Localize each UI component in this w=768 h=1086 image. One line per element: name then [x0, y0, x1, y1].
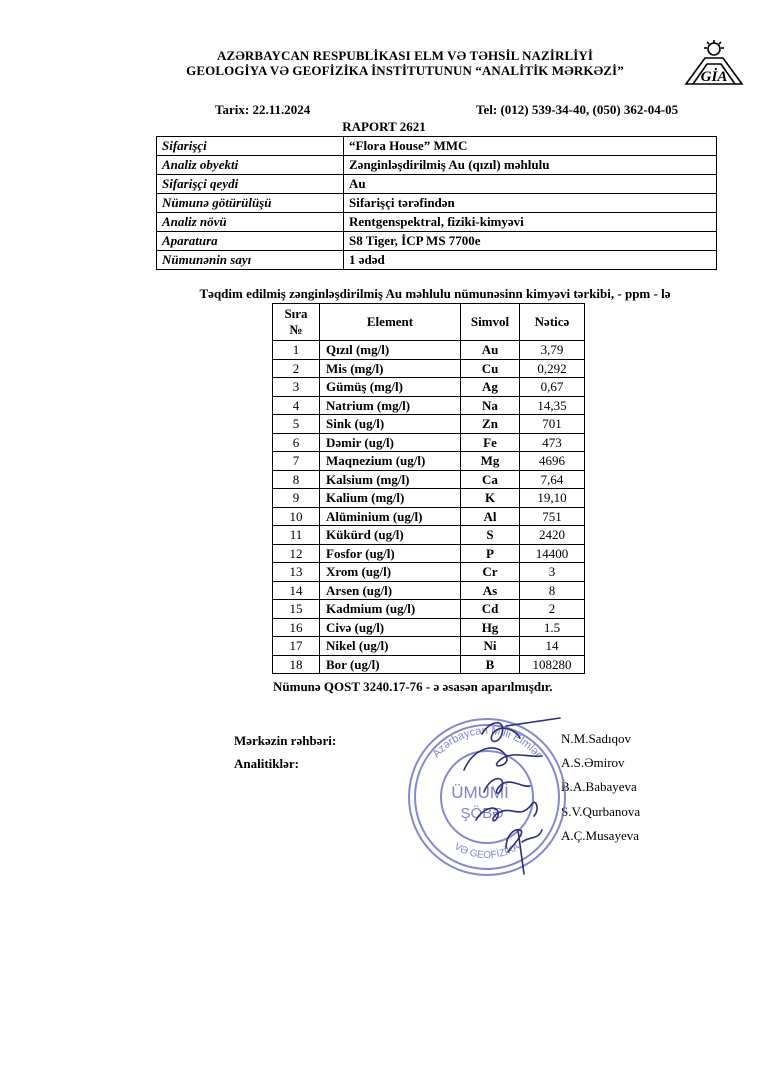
result-row	[273, 637, 585, 656]
element-symbol: Na	[461, 396, 520, 415]
result-value: 8	[520, 581, 585, 600]
element-symbol: K	[461, 489, 520, 508]
element-symbol: As	[461, 581, 520, 600]
result-row	[273, 359, 585, 378]
info-row	[157, 194, 717, 213]
row-number: 8	[273, 470, 320, 489]
element-symbol: Mg	[461, 452, 520, 471]
result-value: 14	[520, 637, 585, 656]
element-symbol: Au	[461, 341, 520, 360]
row-number: 7	[273, 452, 320, 471]
info-value: “Flora House” MMC	[344, 137, 717, 156]
result-row	[273, 655, 585, 674]
institute-title: GEOLOGİYA VƏ GEOFİZİKA İNSTİTUTUNUN “ANALİTİK MƏRKƏZİ”	[186, 63, 624, 78]
info-row	[157, 251, 717, 270]
result-row	[273, 563, 585, 582]
info-row	[157, 175, 717, 194]
svg-text:Azərbaycan Milli Elmlər: Azərbaycan Milli Elmlər	[430, 724, 544, 761]
element-name: Xrom (ug/l)	[320, 563, 461, 582]
info-value: S8 Tiger, İCP MS 7700e	[344, 232, 717, 251]
element-symbol: Hg	[461, 618, 520, 637]
result-row	[273, 341, 585, 360]
official-stamp-icon	[402, 712, 572, 882]
element-name: Civə (ug/l)	[320, 618, 461, 637]
row-number: 10	[273, 507, 320, 526]
result-value: 7,64	[520, 470, 585, 489]
row-number: 17	[273, 637, 320, 656]
info-key: Sifarişçi	[157, 137, 344, 156]
result-value: 701	[520, 415, 585, 434]
row-number: 6	[273, 433, 320, 452]
result-value: 108280	[520, 655, 585, 674]
results-intro: Təqdim edilmiş zənginləşdirilmiş Au məhlulu nümunəsinn kimyəvi tərkibi, - ppm - lə	[199, 286, 671, 301]
result-value: 1.5	[520, 618, 585, 637]
info-row	[157, 137, 717, 156]
method-note: Nümunə QOST 3240.17-76 - ə əsasən aparılmışdır.	[273, 679, 553, 694]
element-symbol: Ni	[461, 637, 520, 656]
info-value: Sifarişçi tərəfindən	[344, 194, 717, 213]
svg-text:ÜMUMİ: ÜMUMİ	[451, 783, 509, 802]
col-header-result: Nəticə	[520, 304, 585, 341]
element-name: Kalium (mg/l)	[320, 489, 461, 508]
result-value: 14400	[520, 544, 585, 563]
col-header-symbol: Simvol	[461, 304, 520, 341]
element-symbol: Ag	[461, 378, 520, 397]
result-row	[273, 433, 585, 452]
info-value: Rentgenspektral, fiziki-kimyəvi	[344, 213, 717, 232]
element-name: Kükürd (ug/l)	[320, 526, 461, 545]
element-name: Maqnezium (ug/l)	[320, 452, 461, 471]
result-value: 2	[520, 600, 585, 619]
result-row	[273, 507, 585, 526]
info-key: Analiz növü	[157, 213, 344, 232]
info-row	[157, 156, 717, 175]
svg-text:GİA: GİA	[700, 69, 728, 85]
analysts-label: Analitiklər:	[234, 756, 299, 771]
result-row	[273, 581, 585, 600]
element-symbol: Fe	[461, 433, 520, 452]
row-number: 14	[273, 581, 320, 600]
row-number: 18	[273, 655, 320, 674]
signatory-name: A.S.Əmirov	[561, 755, 625, 770]
col-header-no: Sıra №	[273, 304, 320, 341]
element-symbol: Ca	[461, 470, 520, 489]
element-name: Fosfor (ug/l)	[320, 544, 461, 563]
result-row	[273, 396, 585, 415]
results-table	[272, 303, 585, 674]
report-date: Tarix: 22.11.2024	[215, 102, 311, 117]
svg-text:VƏ GEOFİZİKA: VƏ GEOFİZİKA	[452, 841, 522, 862]
result-value: 19,10	[520, 489, 585, 508]
element-name: Kadmium (ug/l)	[320, 600, 461, 619]
result-value: 3,79	[520, 341, 585, 360]
svg-text:ŞÖBƏ: ŞÖBƏ	[460, 805, 504, 822]
element-name: Bor (ug/l)	[320, 655, 461, 674]
element-symbol: B	[461, 655, 520, 674]
result-value: 473	[520, 433, 585, 452]
element-symbol: Cu	[461, 359, 520, 378]
element-name: Dəmir (ug/l)	[320, 433, 461, 452]
element-name: Sink (ug/l)	[320, 415, 461, 434]
info-value: Zənginləşdirilmiş Au (qızıl) məhlulu	[344, 156, 717, 175]
row-number: 15	[273, 600, 320, 619]
ministry-title: AZƏRBAYCAN RESPUBLİKASI ELM VƏ TƏHSİL NAZİRLİYİ	[216, 48, 594, 63]
info-value: Au	[344, 175, 717, 194]
element-symbol: Al	[461, 507, 520, 526]
signatory-name: S.V.Qurbanova	[561, 804, 641, 819]
element-symbol: Zn	[461, 415, 520, 434]
result-value: 3	[520, 563, 585, 582]
element-name: Gümüş (mg/l)	[320, 378, 461, 397]
element-name: Arsen (ug/l)	[320, 581, 461, 600]
col-header-element: Element	[320, 304, 461, 341]
info-key: Nümunənin sayı	[157, 251, 344, 270]
element-symbol: Cd	[461, 600, 520, 619]
info-key: Analiz obyekti	[157, 156, 344, 175]
gia-logo-icon	[683, 40, 745, 92]
element-symbol: S	[461, 526, 520, 545]
result-row	[273, 452, 585, 471]
result-value: 0,292	[520, 359, 585, 378]
row-number: 11	[273, 526, 320, 545]
info-row	[157, 232, 717, 251]
element-name: Natrium (mg/l)	[320, 396, 461, 415]
info-key: Nümunə götürülüşü	[157, 194, 344, 213]
element-name: Alüminium (ug/l)	[320, 507, 461, 526]
element-name: Kalsium (mg/l)	[320, 470, 461, 489]
row-number: 5	[273, 415, 320, 434]
order-info-table	[156, 136, 717, 270]
results-body	[273, 341, 585, 674]
info-key: Aparatura	[157, 232, 344, 251]
element-symbol: Cr	[461, 563, 520, 582]
element-name: Mis (mg/l)	[320, 359, 461, 378]
center-head-label: Mərkəzin rəhbəri:	[234, 733, 337, 748]
signatory-name: A.Ç.Musayeva	[561, 828, 639, 843]
row-number: 13	[273, 563, 320, 582]
info-key: Sifarişçi qeydi	[157, 175, 344, 194]
report-title: RAPORT 2621	[342, 119, 426, 134]
result-row	[273, 600, 585, 619]
result-row	[273, 618, 585, 637]
element-symbol: P	[461, 544, 520, 563]
row-number: 9	[273, 489, 320, 508]
result-value: 14,35	[520, 396, 585, 415]
row-number: 2	[273, 359, 320, 378]
results-header-row	[273, 304, 585, 341]
result-row	[273, 544, 585, 563]
row-number: 12	[273, 544, 320, 563]
element-name: Nikel (ug/l)	[320, 637, 461, 656]
result-row	[273, 489, 585, 508]
result-row	[273, 470, 585, 489]
result-row	[273, 415, 585, 434]
result-value: 2420	[520, 526, 585, 545]
row-number: 4	[273, 396, 320, 415]
result-value: 4696	[520, 452, 585, 471]
info-row	[157, 213, 717, 232]
result-row	[273, 526, 585, 545]
row-number: 16	[273, 618, 320, 637]
signatory-name: N.M.Sadıqov	[561, 731, 632, 746]
row-number: 3	[273, 378, 320, 397]
element-name: Qızıl (mg/l)	[320, 341, 461, 360]
contact-phone: Tel: (012) 539-34-40, (050) 362-04-05	[476, 102, 679, 117]
signatory-name: B.A.Babayeva	[561, 779, 637, 794]
row-number: 1	[273, 341, 320, 360]
result-value: 751	[520, 507, 585, 526]
info-value: 1 ədəd	[344, 251, 717, 270]
result-row	[273, 378, 585, 397]
result-value: 0,67	[520, 378, 585, 397]
